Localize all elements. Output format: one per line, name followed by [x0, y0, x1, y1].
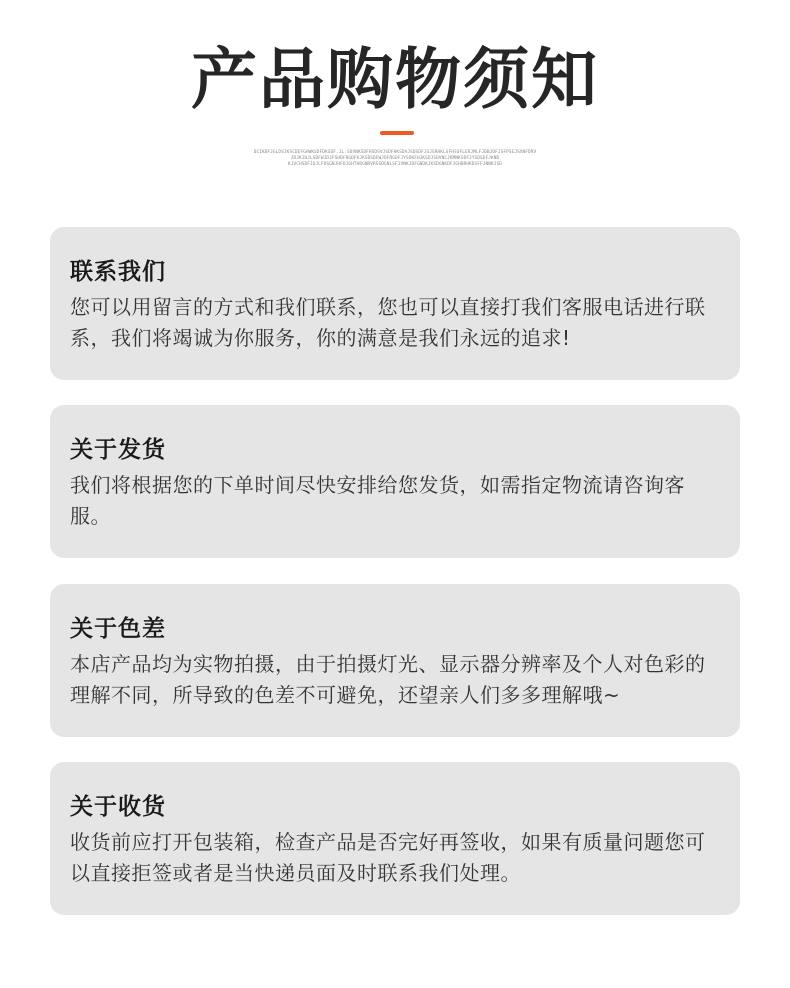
info-card-receiving	[50, 762, 740, 915]
page-header	[0, 0, 790, 200]
card-heading: 关于发货	[70, 437, 166, 463]
card-body: 您可以用留言的方式和我们联系，您也可以直接打我们客服电话进行联系，我们将竭诚为你服务，你的满意是我们永远的追求!	[70, 295, 706, 350]
info-card-shipping	[50, 405, 740, 558]
card-body: 我们将根据您的下单时间尽快安排给您发货，如需指定物流请咨询客服。	[70, 473, 685, 528]
filler-line: DCIKDFJGLDSJKSCDEFGHWKSDFDKSDF.JL.SDVNKSDFHSDSVJSDFHKSDAJSDSDFJSJSRHKLSFHSOFLERJMLFJDBJDFJSFPSEJSXNFDRV	[253, 150, 537, 155]
info-card-contact	[50, 227, 740, 380]
card-body: 收货前应打开包装箱，检查产品是否完好再签收，如果有质量问题您可以直接拒签或者是当快递员面及时联系我们处理。	[70, 830, 706, 885]
title-accent-bar	[380, 131, 414, 135]
filler-line: JDJKJDJLSDFWJDJFSHDFRGDFKJKSDSDFWJDFRGDFJYSDKFHJKSDJSDVNCJKMNKSDFJYSDSDFJKND	[290, 156, 500, 161]
card-body: 本店产品均为实物拍摄，由于拍摄灯光、显示器分辨率及个人对色彩的理解不同，所导致的色差不可避免，还望亲人们多多理解哦~	[70, 652, 706, 707]
info-card-color-difference	[50, 584, 740, 737]
card-heading: 关于色差	[70, 616, 166, 642]
card-heading: 关于收货	[70, 794, 166, 820]
card-heading: 联系我们	[70, 259, 166, 285]
filler-line: KJVCHSDFJDJLFDSGNJHFDJGHTHRGNRVRGSDGNLSFJVNKJDFGNDKJKSDGNKDFJGHBRHKDSFFJNNKJSD	[288, 162, 502, 167]
page-title: 产品购物须知	[191, 41, 599, 118]
decorative-filler-text	[195, 150, 595, 168]
